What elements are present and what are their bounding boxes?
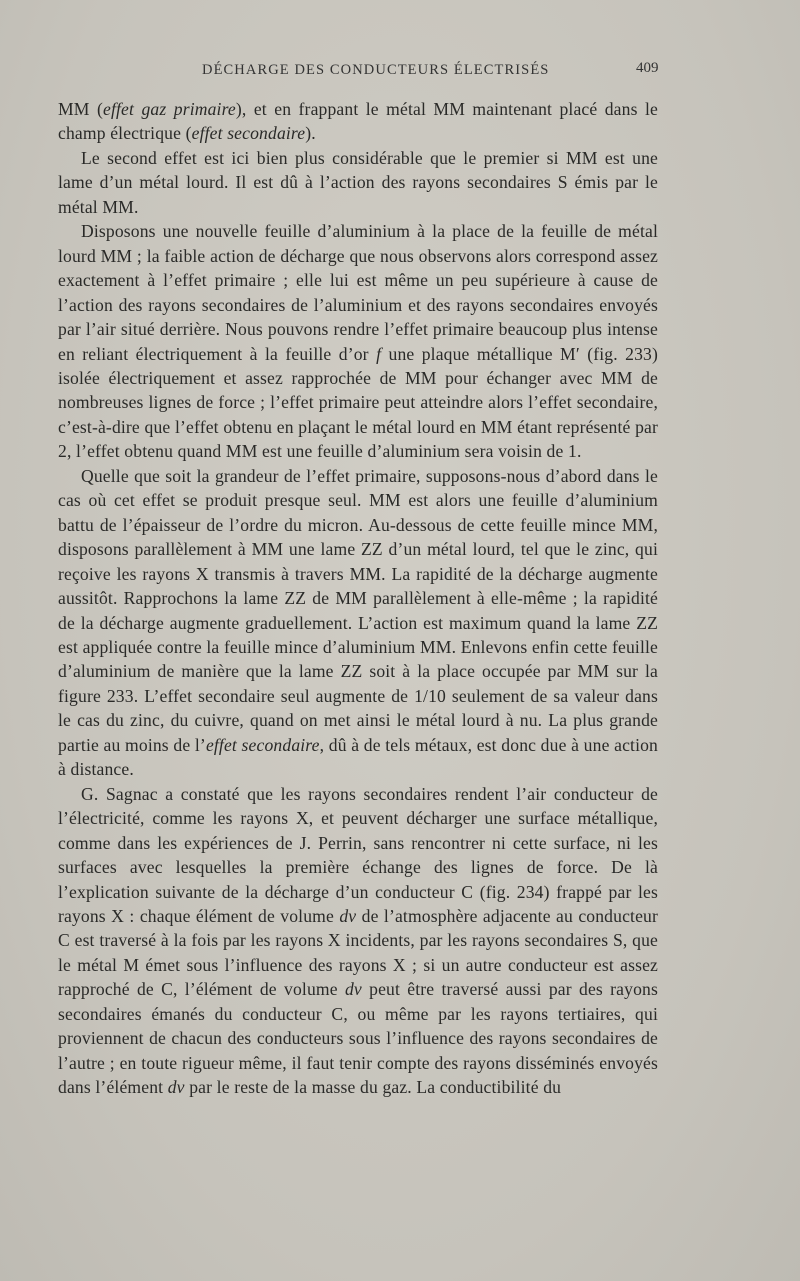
- italic-run: effet secondaire: [205, 734, 320, 755]
- text-run: ).: [305, 123, 316, 144]
- paragraph: [58, 464, 658, 782]
- italic-run: dv: [167, 1077, 185, 1098]
- text-run: Disposons une nouvelle feuille d’aluminium à la place de la feuille de métal lourd MM ; la faible action de décharge que nous observons alors correspond assez exactement à l’effet primaire ; elle lui est même un peu supérieure à cause de l’action des rayons secondaires de l’aluminium et des rayons secondaires envoyés par l’air situé derrière. Nous pouvons rendre l’effet primaire beaucoup plus intense en reliant électriquement à la feuille d’or: [58, 221, 658, 364]
- italic-run: effet secondaire: [191, 123, 306, 144]
- page-number: 409: [636, 60, 659, 76]
- running-title: DÉCHARGE DES CONDUCTEURS ÉLECTRISÉS: [202, 62, 550, 78]
- text-run: Le second effet est ici bien plus considérable que le premier si MM est une lame d’un métal lourd. Il est dû à l’action des rayons secondaires S émis par le métal MM.: [58, 147, 658, 217]
- paragraph-continuation: [58, 97, 658, 146]
- italic-run: dv: [344, 979, 362, 1000]
- text-run: MM (: [58, 99, 104, 119]
- text-run: Quelle que soit la grandeur de l’effet primaire, supposons-nous d’abord dans le cas où cet effet se produit presque seul. MM est alors une feuille d’aluminium battu de l’épaisseur de l’ordre du micron. Au-dessous de cette feuille mince MM, disposons parallèlement à MM une lame ZZ d’un métal lourd, tel que le zinc, qui reçoive les rayons X transmis à travers MM. La rapidité de la décharge augmente aussitôt. Rapprochons la lame ZZ de MM parallèlement à elle-même ; la rapidité de la décharge augmente graduellement. L’action est maximum quand la lame ZZ est appliquée contre la feuille mince d’aluminium MM. Enlevons enfin cette feuille d’aluminium de manière que la lame ZZ soit à la place occupée par MM sur la figure 233. L’effet secondaire seul augmente de 1/10 seulement de sa valeur dans le cas du zinc, du cuivre, quand on met ainsi le métal lourd à nu. La plus grande partie au moins de l’: [58, 465, 658, 755]
- text-run: par le reste de la masse du gaz. La conductibilité du: [184, 1077, 562, 1098]
- italic-run: f: [376, 343, 382, 364]
- text-run: , dû à de tels métaux, est donc due à une action à distance.: [58, 734, 658, 780]
- text-run: G. Sagnac a constaté que les rayons secondaires rendent l’air conducteur de l’électricité, comme les rayons X, et peuvent décharger une surface métallique, comme dans les expériences de J. Perrin, sans rencontrer ni cette surface, ni les surfaces avec lesquelles la première échange des lignes de force. De là l’explication suivante de la décharge d’un conducteur C (fig. 234) frappé par les rayons X : chaque élément de volume: [58, 783, 658, 926]
- paragraph: [58, 782, 658, 1100]
- paragraph: [58, 146, 658, 219]
- text-run: de l’atmosphère adjacente au conducteur C est traversé à la fois par les rayons X incidents, par les rayons secondaires S, que le métal M émet sous l’influence des rayons X ; si un autre conducteur est assez rapproché de C, l’élément de volume: [58, 905, 658, 1000]
- text-run: ), et en frappant le métal MM maintenant placé dans le champ électrique (: [58, 99, 658, 144]
- body-text: [58, 97, 658, 1100]
- paragraph: [58, 219, 658, 464]
- italic-run: dv: [339, 905, 357, 926]
- italic-run: effet gaz primaire: [103, 99, 236, 119]
- text-run: une plaque métallique M′ (fig. 233) isolée électriquement et assez rapprochée de MM pour échanger avec MM de nombreuses lignes de force ; l’effet primaire peut atteindre alors l’effet secondaire, c’est-à-dire que l’effet obtenu en plaçant le métal lourd en MM étant représenté par 2, l’effet obtenu quand MM est une feuille d’aluminium sera voisin de 1.: [58, 343, 658, 462]
- text-run: peut être traversé aussi par des rayons secondaires émanés du conducteur C, ou même par les rayons tertiaires, qui proviennent de chacun des conducteurs sous l’influence des rayons secondaires de l’autre ; en toute rigueur même, il faut tenir compte des rayons disséminés envoyés dans l’élément: [58, 979, 658, 1098]
- running-header: [0, 62, 800, 82]
